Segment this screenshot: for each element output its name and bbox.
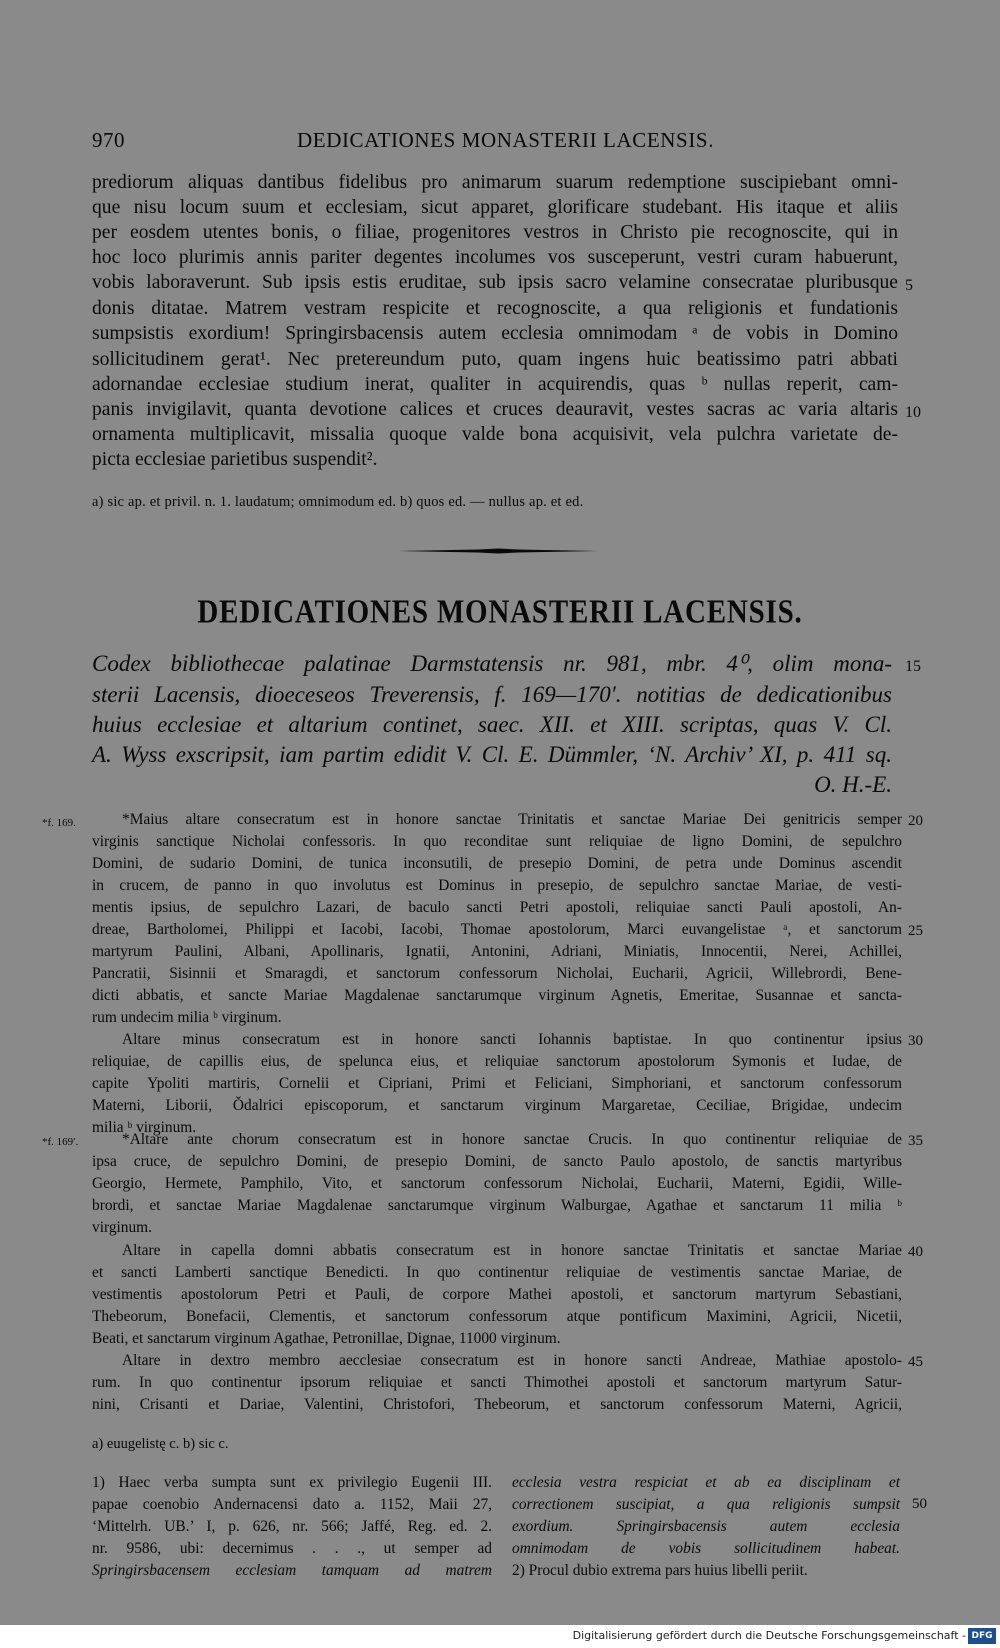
line-number: 15 (905, 658, 921, 675)
text-line: per eosdem utentes bonis, o filiae, progenitores vestros in Christo pie recognoscite, qui in (92, 222, 898, 243)
text-line: hoc loco plurimis annis pariter degentes incolumes vos susceperunt, vestri curam habuerunt, (92, 247, 898, 268)
text-line: *Altare ante chorum consecratum est in honore sanctae Crucis. In quo continentur reliquiae de (122, 1131, 902, 1148)
text-line: rum undecim milia ᵇ virginum. (92, 1009, 282, 1026)
text-line: Altare in capella domni abbatis consecratum est in honore sanctae Trinitatis et sanctae Mariae (122, 1242, 902, 1259)
footnote-line: papae coenobio Andernacensi dato a. 1152, Maii 27, (92, 1496, 492, 1513)
textual-notes-lower: a) euugelistę c. b) sic c. (92, 1436, 229, 1452)
line-number: 5 (905, 277, 913, 294)
text-line: martyrum Paulini, Albani, Apollinaris, Ignatii, Antonini, Adriani, Miniatis, Innocentii, Nerei, Achillei, (92, 943, 902, 960)
text-line: Pancratii, Sisinnii et Smaragdi, et sanctorum confessorum Nicholai, Eucharii, Agricii, Willebrordi, Bene- (92, 965, 902, 982)
text-line: rum. In quo continentur ipsorum reliquiae et sancti Thimothei apostoli et sanctorum martyrum Satur- (92, 1374, 902, 1391)
text-line: in crucem, de panno in quo involutus est Dominus in presepio, de sepulchro sanctae Mariae, de vesti- (92, 877, 902, 894)
text-line: ipsa cruce, de sepulchro Domini, de presepio Domini, de sancto Paulo apostolo, de sanctis martyribus (92, 1153, 902, 1170)
footnote-line: omnimodam de vobis sollicitudinem habeat. (512, 1540, 900, 1557)
editor-initials: O. H.-E. (814, 772, 892, 797)
digitization-footer (0, 1625, 1000, 1648)
text-line: et sancti Lamberti sanctique Benedicti. In quo continentur reliquiae de vestimentis sanctae Mariae, de (92, 1264, 902, 1281)
text-line: milia ᵇ virginum. (92, 1119, 197, 1136)
text-line: dreae, Bartholomei, Philippi et Iacobi, Iacobi, Thomae apostolorum, Marci euvangelistae ᵃ, et sanctorum (92, 921, 902, 938)
text-line: Thebeorum, Bonefacii, Clementis, et sanctorum confessorum atque pontificum Maximini, Agricii, Nicetii, (92, 1308, 902, 1325)
section-title: DEDICATIONES MONASTERII LACENSIS. (197, 593, 803, 631)
text-line: huius ecclesiae et altarium continet, saec. XII. et XIII. scriptas, quas V. Cl. (92, 712, 892, 737)
footnote-line: Springirsbacensem ecclesiam tamquam ad matrem (92, 1562, 492, 1579)
folio-reference: *f. 169. (42, 817, 76, 829)
text-line: vestimentis apostolorum Petri et Pauli, de corpore Mathei apostoli, et sanctorum martyrum Sebastiani, (92, 1286, 902, 1303)
line-number: 40 (908, 1244, 923, 1260)
text-line: adornandae ecclesiae studium inerat, qualiter in acquirendis, quas ᵇ nullas reperit, cam- (92, 374, 898, 395)
ornamental-rule (398, 548, 598, 554)
footnote-line: 2) Procul dubio extrema pars huius libelli periit. (512, 1562, 808, 1579)
line-number: 10 (905, 404, 921, 421)
text-line: Georgio, Hermete, Pamphilo, Vito, et sanctorum confessorum Nicholai, Eucharii, Materni, Egidii, Wille- (92, 1175, 902, 1192)
text-line: Codex bibliothecae palatinae Darmstatensis nr. 981, mbr. 4⁰, olim mona- (92, 651, 892, 676)
text-line: Beati, et sanctarum virginum Agathae, Petronillae, Dignae, 11000 virginum. (92, 1330, 561, 1347)
text-line: virginis sanctique Nicholai confessoris. In quo reconditae sunt reliquiae de ligno Domini, de sepulchro (92, 833, 902, 850)
text-line: capite Ypoliti martiris, Cornelii et Cipriani, Primi et Feliciani, Simphoriani, et sanctorum confessorum (92, 1075, 902, 1092)
line-number: 20 (908, 813, 923, 829)
dfg-logo: DFG (968, 1628, 996, 1644)
footnote-line: correctionem suscipiat, a qua religionis sumpsit (512, 1496, 900, 1513)
text-line: Domini, de sudario Domini, de tunica inconsutili, de presepio Domini, de petra unde Dominus ascendit (92, 855, 902, 872)
folio-reference: *f. 169′. (42, 1136, 79, 1148)
line-number: 30 (908, 1033, 923, 1049)
text-line: reliquiae, de capillis eius, de spelunca eius, et reliquiae sanctorum apostolorum Symonis et Iudae, de (92, 1053, 902, 1070)
text-line: sterii Lacensis, dioeceseos Treverensis, f. 169—170′. notitias de dedicationibus (92, 682, 892, 707)
line-number: 35 (908, 1133, 923, 1149)
footnote-line: exordium. Springirsbacensis autem ecclesia (512, 1518, 900, 1535)
text-line: donis ditatae. Matrem vestram respicite et recognoscite, a qua religionis et fundationis (92, 298, 898, 319)
text-line: Materni, Liborii, Ŏdalrici episcoporum, et sanctarum virginum Margaretae, Ceciliae, Brigidae, undecim (92, 1097, 902, 1114)
running-title: DEDICATIONES MONASTERII LACENSIS. (297, 128, 715, 152)
page-number: 970 (92, 128, 125, 152)
text-line: dicti abbatis, et sancte Mariae Magdalenae sanctarumque virginum Agnetis, Emeritae, Susannae et sancta- (92, 987, 902, 1004)
text-line: vobis laboraverunt. Sub ipsis estis eruditae, sub ipsis sacro velamine consecratae pluribusque (92, 272, 898, 293)
line-number: 25 (908, 923, 923, 939)
footnote-line: 1) Haec verba sumpta sunt ex privilegio Eugenii III. (92, 1474, 492, 1491)
text-line: prediorum aliquas dantibus fidelibus pro animarum suarum redemptione suscipiebant omni- (92, 172, 898, 193)
text-line: virginum. (92, 1219, 152, 1236)
textual-notes-upper: a) sic ap. et privil. n. 1. laudatum; omnimodum ed. b) quos ed. — nullus ap. et ed. (92, 494, 584, 510)
footnote-line: ecclesia vestra respiciat et ab ea disciplinam et (512, 1474, 900, 1491)
text-line: panis invigilavit, quanta devotione calices et cruces deauravit, vestes sacras ac varia altaris (92, 399, 898, 420)
footnote-line: ‘Mittelrh. UB.’ I, p. 626, nr. 566; Jaffé, Reg. ed. 2. (92, 1518, 492, 1535)
text-line: picta ecclesiae parietibus suspendit². (92, 449, 378, 470)
funding-notice: Digitalisierung gefördert durch die Deutsche Forschungsgemeinschaft - (572, 1629, 966, 1642)
text-line: que nisu locum suum et ecclesiam, sicut apparet, glorificare studebant. His itaque et aliis (92, 197, 898, 218)
text-line: A. Wyss exscripsit, iam partim edidit V. Cl. E. Dümmler, ‘N. Archiv’ XI, p. 411 sq. (92, 742, 892, 767)
running-head (92, 128, 922, 158)
line-number: 45 (908, 1354, 923, 1370)
line-number: 50 (912, 1496, 927, 1512)
text-line: sollicitudinem gerat¹. Nec pretereundum puto, quam ingens huic beatissimo patri abbati (92, 349, 898, 370)
text-line: Altare minus consecratum est in honore sancti Iohannis baptistae. In quo continentur ipsius (122, 1031, 902, 1048)
text-line: Altare in dextro membro aecclesiae consecratum est in honore sancti Andreae, Mathiae apostolo- (122, 1352, 902, 1369)
text-line: brordi, et sanctae Mariae Magdalenae sanctarumque virginum Walburgae, Agathae et sanctarum 11 milia ᵇ (92, 1197, 902, 1214)
text-line: *Maius altare consecratum est in honore sanctae Trinitatis et sanctae Mariae Dei genitricis semper (122, 811, 902, 828)
text-line: ornamenta multiplicavit, missalia quoque valde bona acquisivit, vela pulchra varietate de- (92, 424, 898, 445)
footnote-line: nr. 9586, ubi: decernimus . . ., ut semper ad (92, 1540, 492, 1557)
text-line: mentis ipsius, de sepulchro Lazari, de baculo sancti Petri apostoli, reliquiae sancti Pauli apostoli, An- (92, 899, 902, 916)
text-line: nini, Crisanti et Dariae, Valentini, Christofori, Thebeorum, et sanctorum confessorum Materni, Agricii, (92, 1396, 902, 1413)
text-line: sumpsistis exordium! Springirsbacensis autem ecclesia omnimodam ᵃ de vobis in Domino (92, 323, 898, 344)
